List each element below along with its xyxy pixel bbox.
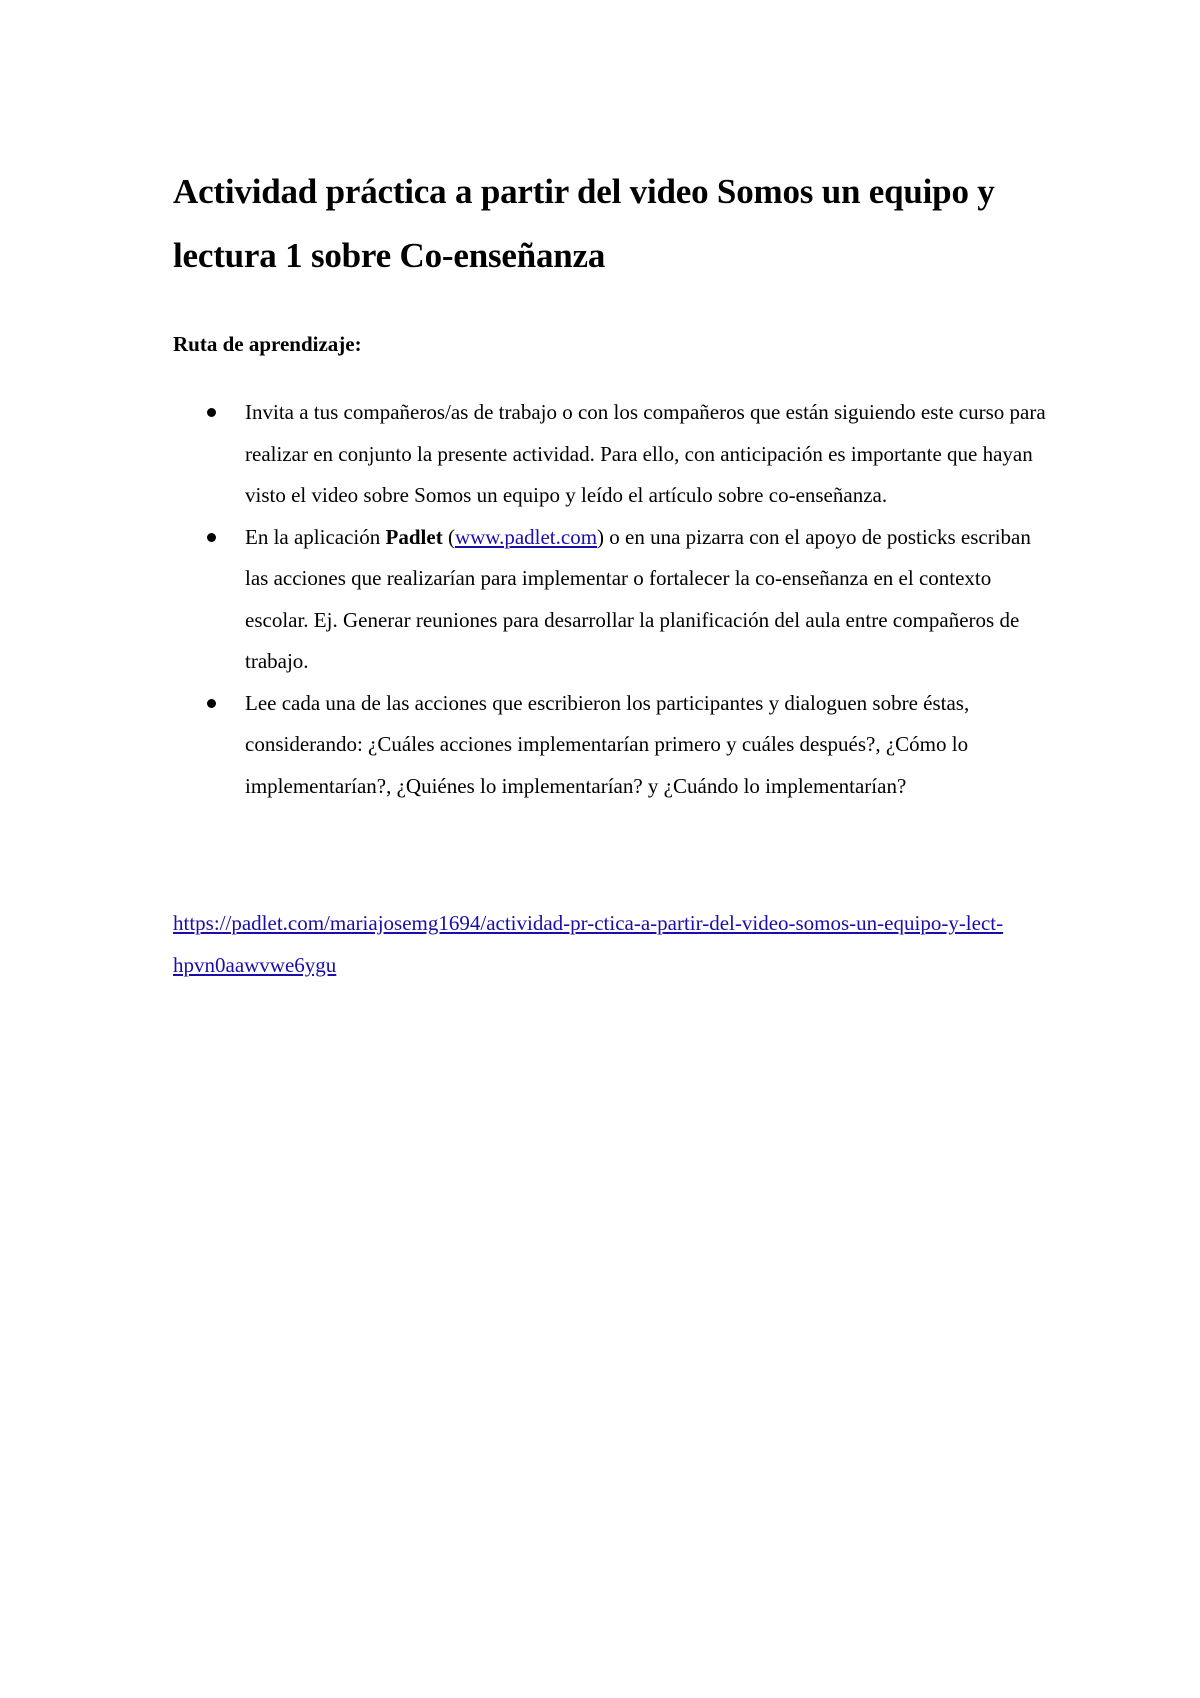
- bullet-icon: [207, 408, 216, 417]
- step-text: Invita a tus compañeros/as de trabajo o con los compañeros que están siguiendo este curso para realizar en conjunto la presente actividad. Para ello, con anticipación es importante que hayan visto el video sobre Somos un equipo y leído el artículo sobre co-enseñanza.: [245, 400, 1046, 507]
- section-label: Ruta de aprendizaje:: [173, 332, 362, 356]
- padlet-link[interactable]: www.padlet.com: [454, 524, 598, 549]
- steps-list: [173, 392, 1053, 807]
- step-text-before: En la aplicación: [245, 524, 386, 549]
- list-item: [173, 517, 1053, 683]
- bullet-icon: [207, 533, 216, 542]
- document-title: Actividad práctica a partir del video Somos un equipo y lectura 1 sobre Co-enseñanza: [173, 172, 995, 275]
- footer-link-paragraph: [173, 903, 1013, 986]
- document-body: [173, 160, 1053, 986]
- step-text: Lee cada una de las acciones que escribieron los participantes y dialoguen sobre éstas, considerando: ¿Cuáles acciones implementarían primero y cuáles después?, ¿Cómo lo implementarían?, ¿Quiénes lo implementarían? y ¿Cuándo lo implementarían?: [245, 690, 970, 798]
- paren-open: (: [442, 524, 455, 549]
- list-item: [173, 683, 1053, 808]
- step-text-after: ) o en una pizarra con el apoyo de posticks escriban las acciones que realizarían para implementar o fortalecer la co-enseñanza en el contexto escolar. Ej. Generar reuniones para desarrollar la planificación del aula entre compañeros de trabajo.: [245, 524, 1031, 673]
- app-name: Padlet: [385, 524, 443, 549]
- bullet-icon: [207, 699, 216, 708]
- padlet-board-link[interactable]: https://padlet.com/mariajosemg1694/actividad-pr-ctica-a-partir-del-video-somos-un-equipo-y-lect-hpvn0aawvwe6ygu: [173, 911, 1004, 977]
- list-item: [173, 392, 1053, 517]
